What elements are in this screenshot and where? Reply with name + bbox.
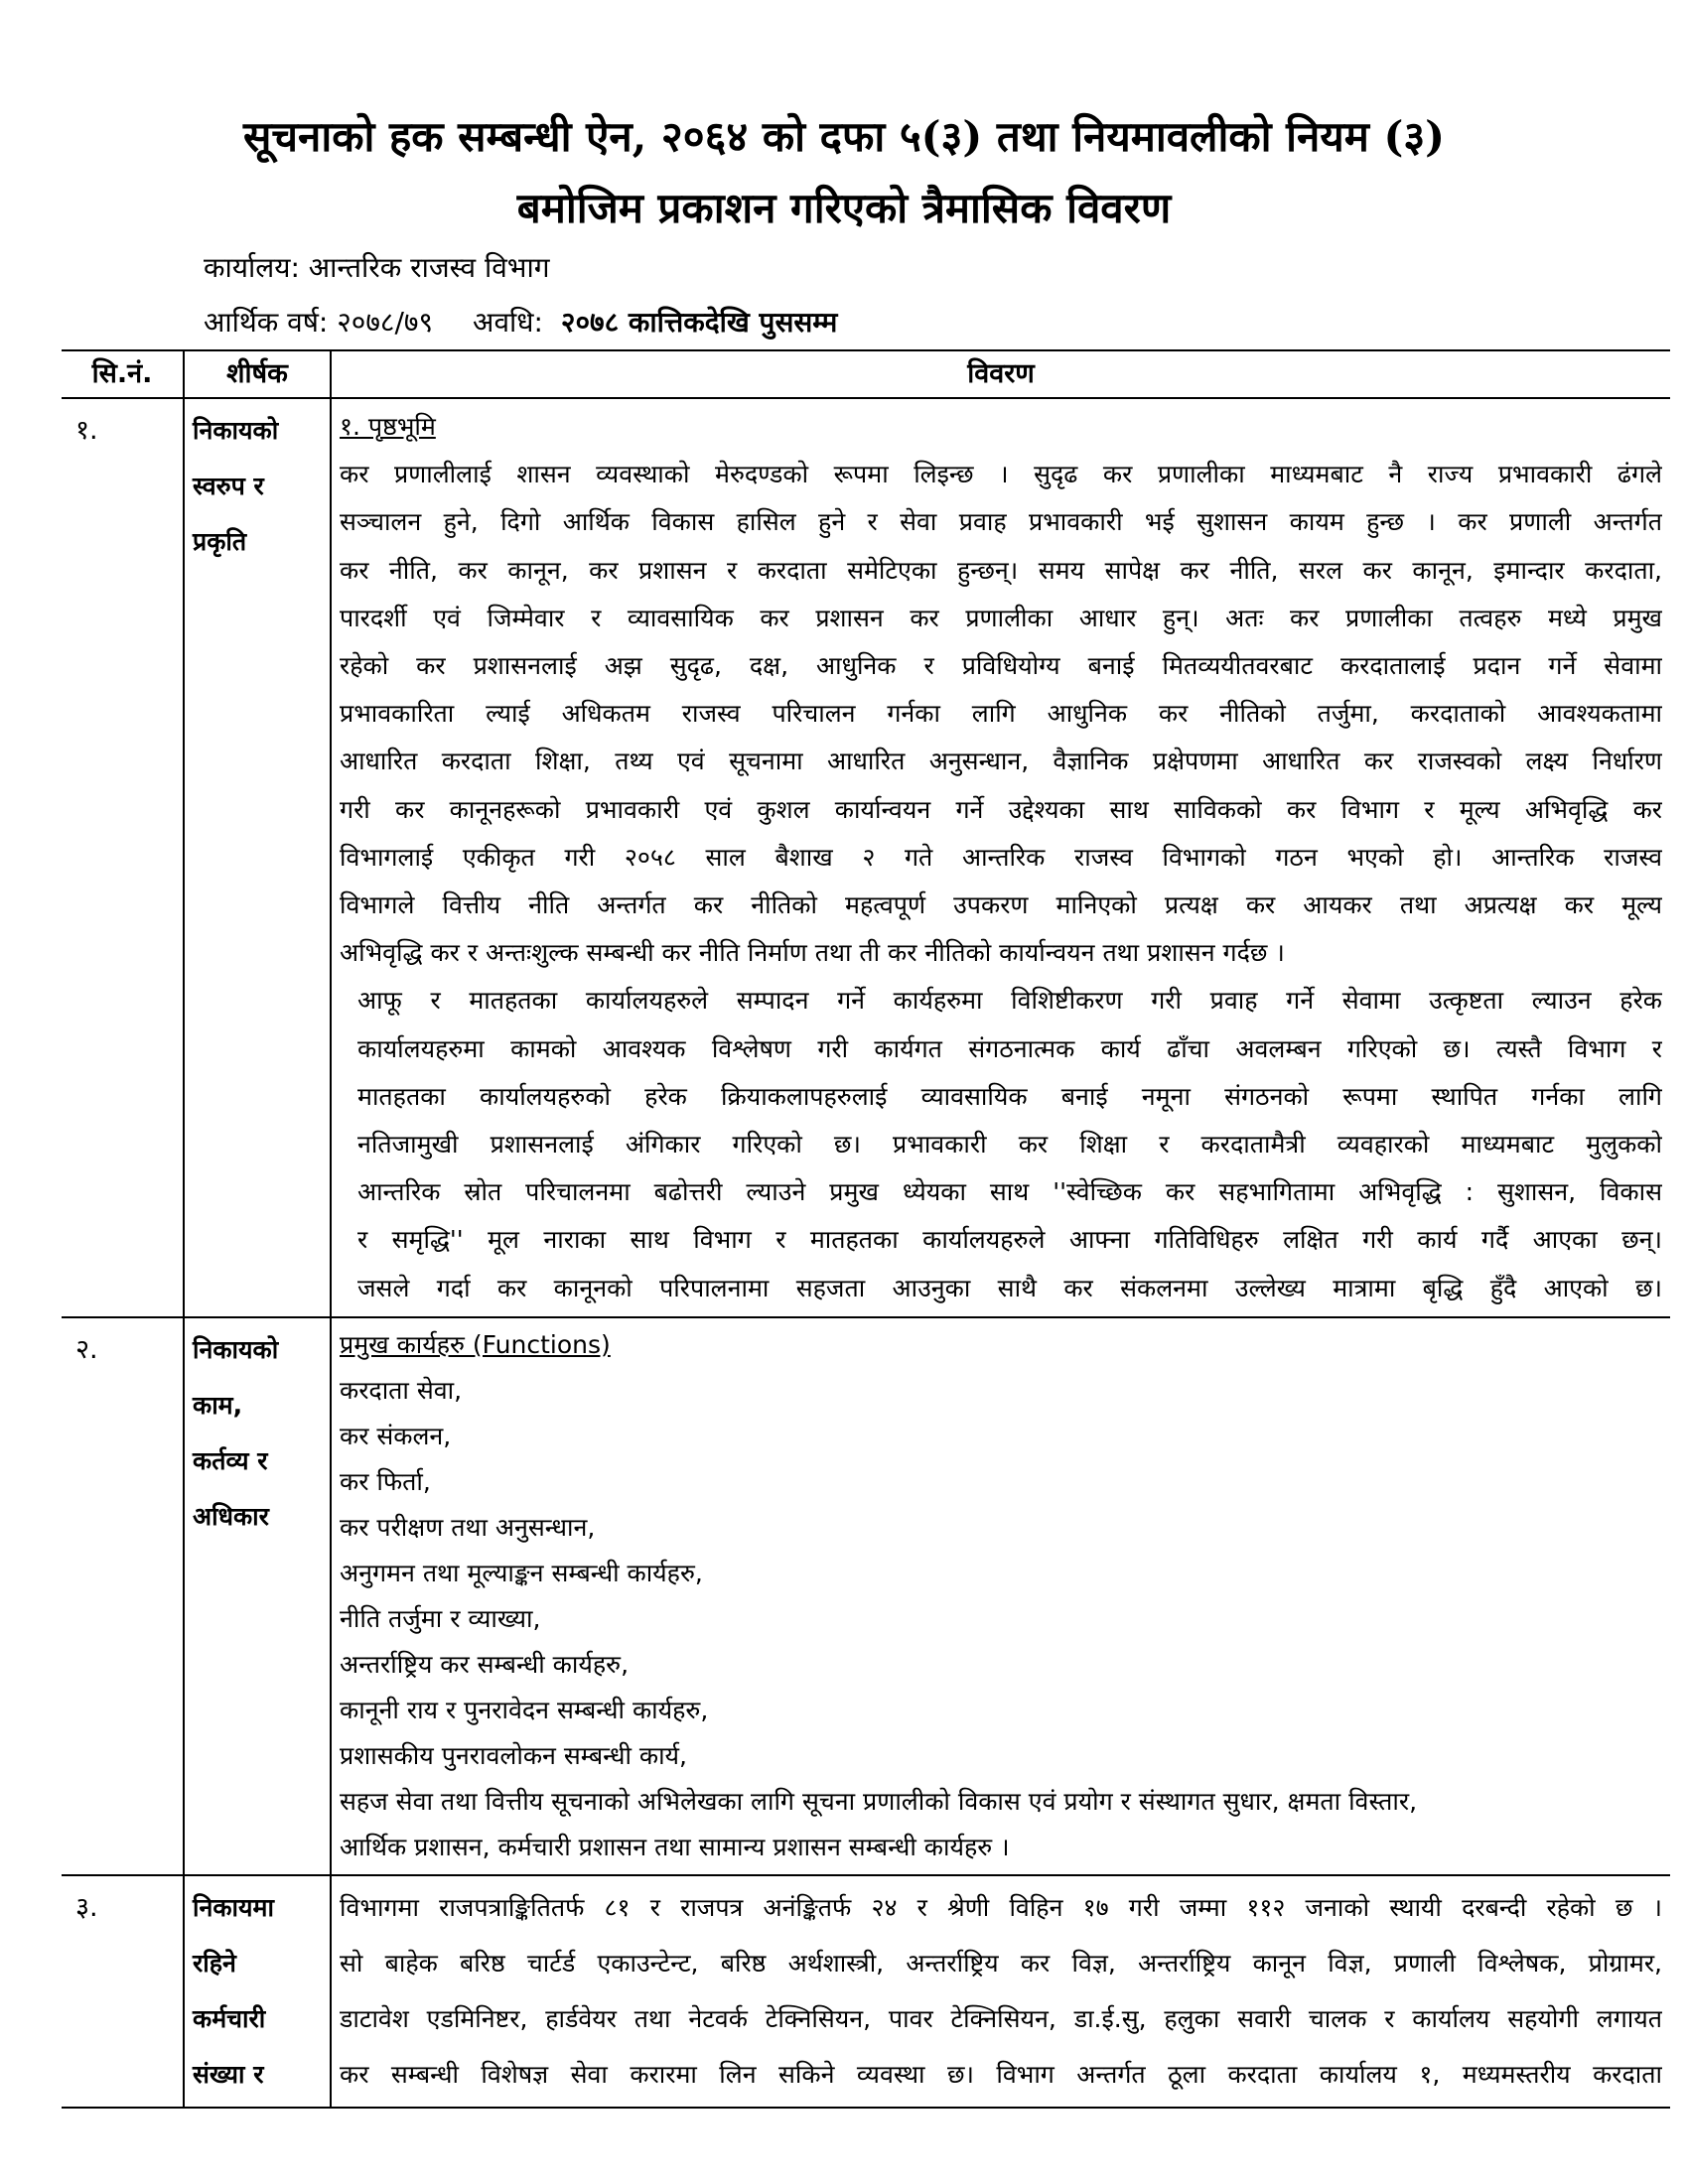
paragraph-line: पारदर्शी एवं जिम्मेवार र व्यावसायिक कर प्रशासन कर प्रणालीका आधार हुन्। अतः कर प्रणालीका तत्वहरु मध्ये प्रमुख [340,603,1662,632]
header-detail: विवरण [331,350,1670,398]
list-item: कानूनी राय र पुनरावेदन सम्बन्धी कार्यहरु, [340,1695,709,1724]
row-title-line: कर्तव्य र [193,1445,268,1475]
table-header-row [62,350,1670,398]
paragraph-line: र समृद्धि'' मूल नाराका साथ विभाग र मातहतका कार्यालयहरुले आफ्ना गतिविधिहरु लक्षित गरी कार्य गर्दै आएका छन्। [357,1225,1662,1255]
document-title-line1: सूचनाको हक सम्बन्धी ऐन, २०६४ को दफा ५(३) तथा नियमावलीको नियम (३) [242,112,1446,161]
list-item: कर फिर्ता, [340,1466,431,1496]
fiscal-year-label: आर्थिक वर्ष: २०७८/७९ [204,306,434,339]
paragraph-line: आन्तरिक स्रोत परिचालनमा बढोत्तरी ल्याउने प्रमुख ध्येयका साथ ''स्वेच्छिक कर सहभागितामा अभिवृद्धि : सुशासन, विकास [357,1177,1662,1207]
table-row [62,1875,1670,2108]
list-item: सहज सेवा तथा वित्तीय सूचनाको अभिलेखका लागि सूचना प्रणालीको विकास एवं प्रयोग र संस्थागत सुधार, क्षमता विस्तार, [340,1786,1418,1816]
row-detail [331,1875,1670,2108]
row-detail [331,398,1670,1317]
paragraph-line: कार्यालयहरुमा कामको आवश्यक विश्लेषण गरी कार्यगत संगठनात्मक कार्य ढाँचा अवलम्बन गरिएको छ। त्यस्तै विभाग र [357,1033,1662,1063]
row-sn: ३. [62,1875,184,2108]
table-row [62,398,1670,1317]
paragraph-line: जसले गर्दा कर कानूनको परिपालनामा सहजता आउनुका साथै कर संकलनमा उल्लेख्य मात्रामा बृद्धि हुँदै आएको छ। [357,1273,1662,1302]
paragraph-line: आफू र मातहतका कार्यालयहरुले सम्पादन गर्ने कार्यहरुमा विशिष्टीकरण गरी प्रवाह गर्ने सेवामा उत्कृष्टता ल्याउन हरेक [357,986,1662,1016]
paragraph-line: विभागलाई एकीकृत गरी २०५८ साल बैशाख २ गते आन्तरिक राजस्व विभागको गठन भएको हो। आन्तरिक राजस्व [340,842,1662,872]
list-item: अनुगमन तथा मूल्याङ्कन सम्बन्धी कार्यहरु, [340,1558,703,1587]
list-item: अन्तर्राष्ट्रिय कर सम्बन्धी कार्यहरु, [340,1649,630,1679]
paragraph-line: कर नीति, कर कानून, कर प्रशासन र करदाता समेटिएका हुन्छन्। समय सापेक्ष कर नीति, सरल कर कानून, इमान्दार करदाता, [340,555,1662,585]
row-title-line: संख्या र [193,2059,264,2089]
paragraph-line: प्रभावकारिता ल्याई अधिकतम राजस्व परिचालन गर्नका लागि आधुनिक कर नीतिको तर्जुमा, करदाताको आवश्यकतामा [340,699,1662,729]
paragraph-line: डाटावेश एडमिनिष्टर, हार्डवेयर तथा नेटवर्क टेक्निसियन, पावर टेक्निसियन, डा.ई.सु, हलुका सवारी चालक र कार्यालय सहयोगी लगायत [340,2003,1662,2033]
paragraph-line: मातहतका कार्यालयहरुको हरेक क्रियाकलापहरुलाई व्यावसायिक बनाई नमूना संगठनको रूपमा स्थापित गर्नका लागि [357,1081,1662,1111]
office-label: कार्यालय: आन्तरिक राजस्व विभाग [204,251,550,284]
paragraph-line: विभागमा राजपत्राङ्कितितर्फ ८१ र राजपत्र अनंङ्कितर्फ २४ र श्रेणी विहिन १७ गरी जम्मा ११२ जनाको स्थायी दरबन्दी रहेको छ । [340,1892,1662,1922]
row-sn: १. [62,398,184,1317]
row-title-line: रहिने [193,1948,236,1978]
row-detail [331,1317,1670,1875]
paragraph-line: कर प्रणालीलाई शासन व्यवस्थाको मेरुदण्डको रूपमा लिइन्छ । सुदृढ कर प्रणालीका माध्यमबाट नै राज्य प्रभावकारी ढंगले [340,460,1662,489]
paragraph-line: कर सम्बन्धी विशेषज्ञ सेवा करारमा लिन सकिने व्यवस्था छ। विभाग अन्तर्गत ठूला करदाता कार्यालय १, मध्यमस्तरीय करदाता [340,2059,1662,2089]
section-heading: प्रमुख कार्यहरु (Functions) [340,1329,611,1359]
period-label: अवधि: [473,306,543,339]
row-title-line: निकायको [193,416,279,445]
header-title: शीर्षक [184,350,331,398]
row-title-line: निकायमा [193,1892,274,1922]
list-item: प्रशासकीय पुनरावलोकन सम्बन्धी कार्य, [340,1740,687,1770]
paragraph-line: अभिवृद्धि कर र अन्तःशुल्क सम्बन्धी कर नीति निर्माण तथा ती कर नीतिको कार्यान्वयन तथा प्रशासन गर्दछ । [340,938,1285,968]
row-title [184,398,331,1317]
row-title [184,1317,331,1875]
row-title-line: काम, [193,1390,243,1420]
paragraph-line: सो बाहेक बरिष्ठ चार्टर्ड एकाउन्टेन्ट, बरिष्ठ अर्थशास्त्री, अन्तर्राष्ट्रिय कर विज्ञ, अन्तर्राष्ट्रिय कानून विज्ञ, प्रणाली विश्लेषक, प्रोग्रामर, [340,1948,1662,1978]
fiscal-period-line [204,303,837,341]
row-title-line: स्वरुप र [193,472,264,500]
row-title-line: अधिकार [193,1501,269,1531]
table-row [62,1317,1670,1875]
row-title-line: निकायको [193,1334,279,1364]
period-value: २०७८ कात्तिकदेखि पुससम्म [560,306,838,339]
document-title-line2: बमोजिम प्रकाशन गरिएको त्रैमासिक विवरण [516,184,1172,232]
header-sn: सि.नं. [62,350,184,398]
list-item: कर परीक्षण तथा अनुसन्धान, [340,1512,596,1542]
paragraph-line: रहेको कर प्रशासनलाई अझ सुदृढ, दक्ष, आधुनिक र प्रविधियोग्य बनाई मितव्ययीतवरबाट करदातालाई प्रदान गर्ने सेवामा [340,651,1662,681]
paragraph-line: विभागले वित्तीय नीति अन्तर्गत कर नीतिको महत्वपूर्ण उपकरण मानिएको प्रत्यक्ष कर आयकर तथा अप्रत्यक्ष कर मूल्य [340,890,1662,920]
row-sn: २. [62,1317,184,1875]
list-item: आर्थिक प्रशासन, कर्मचारी प्रशासन तथा सामान्य प्रशासन सम्बन्धी कार्यहरु । [340,1832,1010,1861]
list-item: नीति तर्जुमा र व्याख्या, [340,1603,541,1633]
paragraph-line: आधारित करदाता शिक्षा, तथ्य एवं सूचनामा आधारित अनुसन्धान, वैज्ञानिक प्रक्षेपणमा आधारित कर राजस्वको लक्ष्य निर्धारण [340,747,1662,776]
list-item: कर संकलन, [340,1421,452,1450]
row-title-line: प्रकृति [193,527,247,556]
paragraph-line: नतिजामुखी प्रशासनलाई अंगिकार गरिएको छ। प्रभावकारी कर शिक्षा र करदातामैत्री व्यवहारको माध्यमबाट मुलुकको [357,1130,1662,1160]
paragraph-line: गरी कर कानूनहरूको प्रभावकारी एवं कुशल कार्यान्वयन गर्ने उद्देश्यका साथ साविकको कर विभाग र मूल्य अभिवृद्धि कर [340,794,1662,824]
paragraph-line: सञ्चालन हुने, दिगो आर्थिक विकास हासिल हुने र सेवा प्रवाह प्रभावकारी भई सुशासन कायम हुन्छ । कर प्रणाली अन्तर्गत [340,507,1662,537]
list-item: करदाता सेवा, [340,1375,463,1405]
section-heading: १. पृष्ठभूमि [340,412,436,441]
row-title-line: कर्मचारी [193,2003,266,2033]
row-title [184,1875,331,2108]
info-table [62,349,1670,2109]
